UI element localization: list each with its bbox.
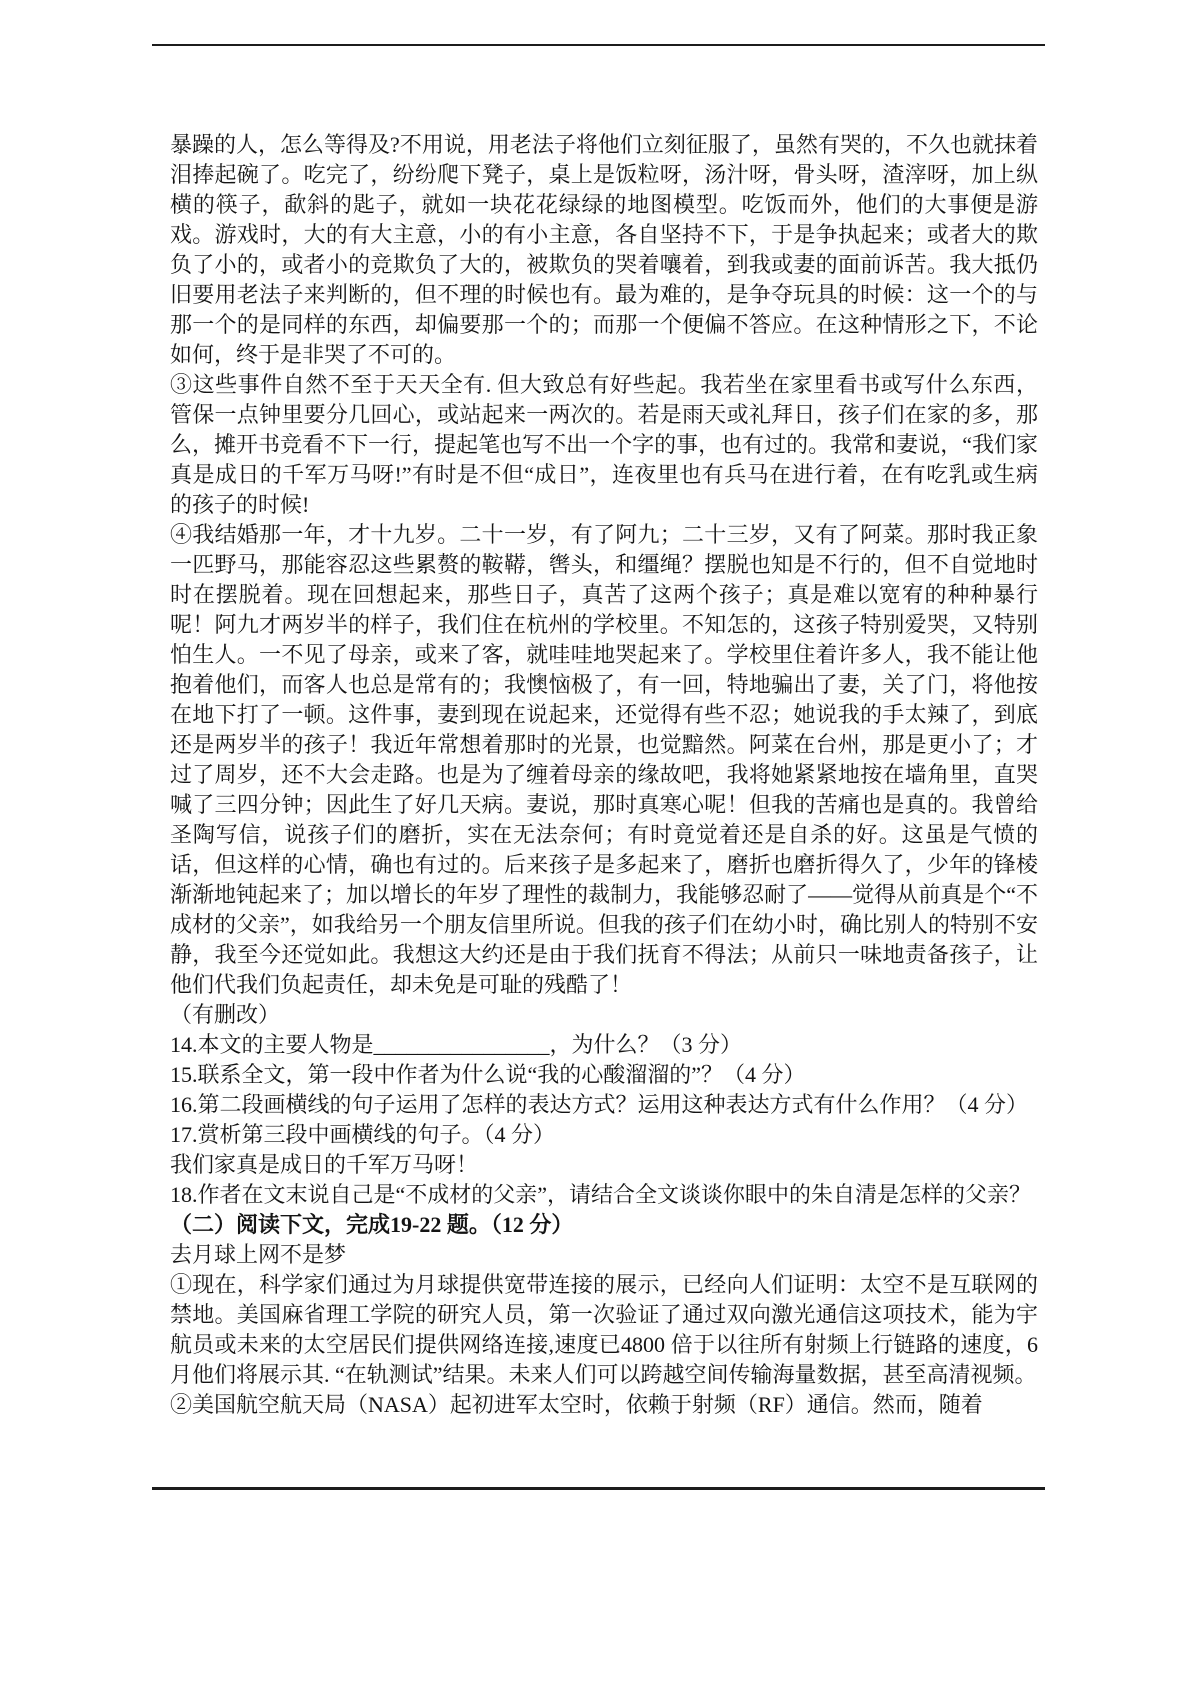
question-15: 15.联系全文，第一段中作者为什么说“我的心酸溜溜的”？（4 分） bbox=[170, 1062, 806, 1087]
bottom-rule bbox=[152, 1487, 1045, 1490]
question-14: 14.本文的主要人物是________________，为什么？（3 分） bbox=[170, 1032, 743, 1057]
note-edited: （有删改） bbox=[170, 1002, 281, 1027]
top-rule bbox=[152, 44, 1045, 46]
question-18: 18.作者在文末说自己是“不成材的父亲”，请结合全文谈谈你眼中的朱自清是怎样的父亲？ bbox=[170, 1182, 1032, 1207]
question-17-quote: 我们家真是成日的千军万马呀！ bbox=[170, 1152, 479, 1177]
article-paragraph-1: ①现在，科学家们通过为月球提供宽带连接的展示，已经向人们证明：太空不是互联网的禁地。美国麻省理工学院的研究人员，第一次验证了通过双向激光通信这项技术，能为宇航员或未来的太空居民们提供网络连接,速度已4800 倍于以往所有射频上行链路的速度，6 月他们将展示其. “在轨测试”结果。未来人们可以跨越空间传输海量数据，甚至高清视频。 bbox=[170, 1272, 1038, 1387]
question-16: 16.第二段画横线的句子运用了怎样的表达方式？运用这种表达方式有什么作用？（4 分） bbox=[170, 1092, 1029, 1117]
article-title: 去月球上网不是梦 bbox=[170, 1242, 347, 1267]
body-paragraph-3: ③这些事件自然不至于天天全有. 但大致总有好些起。我若坐在家里看书或写什么东西，管保一点钟里要分几回心，或站起来一两次的。若是雨天或礼拜日，孩子们在家的多，那么，摊开书竞看不下一行，提起笔也写不出一个字的事，也有过的。我常和妻说，“我们家真是成日的千军万马呀!”有时是不但“成日”，连夜里也有兵马在进行着，在有吃乳或生病的孩子的时候! bbox=[170, 372, 1038, 517]
body-paragraph-4: ④我结婚那一年，才十九岁。二十一岁，有了阿九；二十三岁，又有了阿菜。那时我正象一匹野马，那能容忍这些累赘的鞍鞯，辔头，和缰绳？摆脱也知是不行的，但不自觉地时时在摆脱着。现在回想起来，那些日子，真苦了这两个孩子；真是难以宽宥的种种暴行呢！阿九才两岁半的样子，我们住在杭州的学校里。不知怎的，这孩子特别爱哭，又特别怕生人。一不见了母亲，或来了客，就哇哇地哭起来了。学校里住着许多人，我不能让他抱着他们，而客人也总是常有的；我懊恼极了，有一回，特地骗出了妻，关了门，将他按在地下打了一顿。这件事，妻到现在说起来，还觉得有些不忍；她说我的手太辣了，到底还是两岁半的孩子！我近年常想着那时的光景，也觉黯然。阿菜在台州，那是更小了；才过了周岁，还不大会走路。也是为了缠着母亲的缘故吧，我将她紧紧地按在墙角里，直哭喊了三四分钟；因此生了好几天病。妻说，那时真寒心呢！但我的苦痛也是真的。我曾给圣陶写信，说孩子们的磨折，实在无法奈何；有时竟觉着还是自杀的好。这虽是气愤的话，但这样的心情，确也有过的。后来孩子是多起来了，磨折也磨折得久了，少年的锋棱渐渐地钝起来了；加以增长的年岁了理性的裁制力，我能够忍耐了——觉得从前真是个“不成材的父亲”，如我给另一个朋友信里所说。但我的孩子们在幼小时，确比别人的特别不安静，我至今还觉如此。我想这大约还是由于我们抚育不得法；从前只一味地责备孩子，让他们代我们负起责任，却未免是可耻的残酷了！ bbox=[170, 522, 1038, 997]
document-content bbox=[170, 130, 1038, 1420]
article-paragraph-2: ②美国航空航天局（NASA）起初进军太空时，依赖于射频（RF）通信。然而，随着 bbox=[170, 1392, 983, 1417]
section-2-header: （二）阅读下文，完成19-22 题。（12 分） bbox=[170, 1212, 574, 1237]
question-17: 17.赏析第三段中画横线的句子。（4 分） bbox=[170, 1122, 556, 1147]
body-paragraph-continuation: 暴躁的人，怎么等得及?不用说，用老法子将他们立刻征服了，虽然有哭的，不久也就抹着泪捧起碗了。吃完了，纷纷爬下凳子，桌上是饭粒呀，汤汁呀，骨头呀，渣滓呀，加上纵横的筷子，歃斜的匙子，就如一块花花绿绿的地图模型。吃饭而外，他们的大事便是游戏。游戏时，大的有大主意，小的有小主意，各自坚持不下，于是争执起来；或者大的欺负了小的，或者小的竞欺负了大的，被欺负的哭着嚷着，到我或妻的面前诉苦。我大抵仍旧要用老法子来判断的，但不理的时候也有。最为难的，是争夺玩具的时候：这一个的与那一个的是同样的东西，却偏要那一个的；而那一个便偏不答应。在这种情形之下，不论如何，终于是非哭了不可的。 bbox=[170, 132, 1038, 367]
